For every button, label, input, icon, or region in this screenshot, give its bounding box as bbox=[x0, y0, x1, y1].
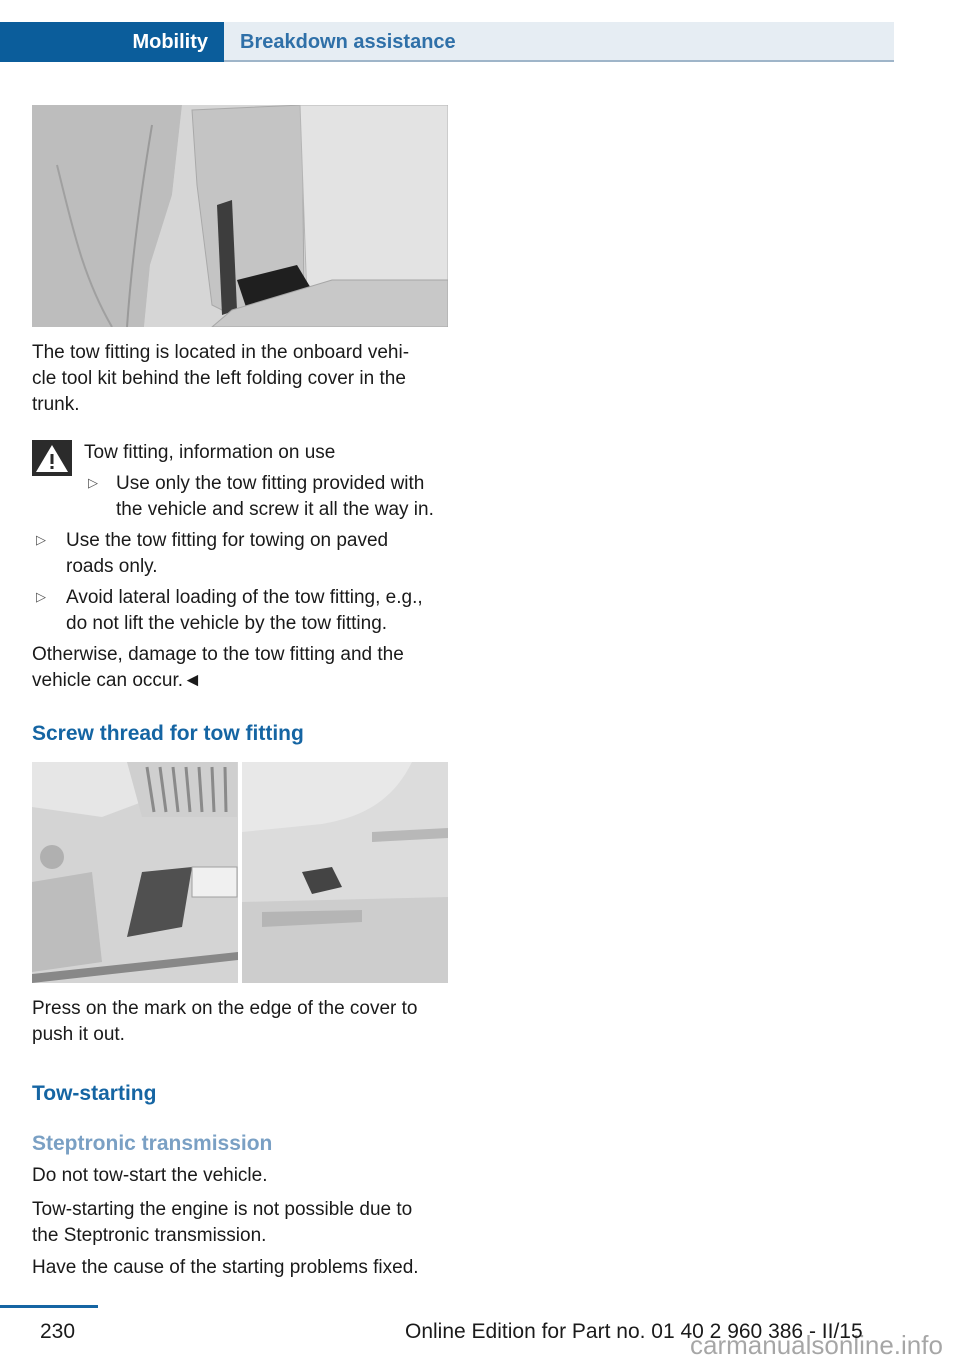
section-label: Mobility bbox=[132, 30, 208, 53]
heading-screw-thread: Screw thread for tow fitting bbox=[32, 722, 304, 745]
watermark: carmanualsonline.info bbox=[690, 1330, 943, 1360]
subsection-tab bbox=[224, 22, 894, 62]
subsection-label: Breakdown assistance bbox=[240, 30, 456, 53]
press-line2: push it out. bbox=[32, 1024, 125, 1045]
section-tab bbox=[0, 22, 224, 62]
paragraph-tool-kit-line2: cle tool kit behind the left folding cover in the bbox=[32, 368, 406, 389]
triangle-bullet-icon: ▷ bbox=[88, 475, 98, 490]
page-number: 230 bbox=[40, 1320, 76, 1343]
triangle-bullet-icon: ▷ bbox=[36, 589, 46, 604]
footer-rule bbox=[0, 1305, 98, 1308]
header-rule bbox=[224, 60, 894, 62]
steptronic-para2-line1: Tow-starting the engine is not possible due to bbox=[32, 1199, 413, 1220]
bullet-3-line2: do not lift the vehicle by the tow fitting. bbox=[66, 613, 388, 634]
trunk-tool-kit-illustration bbox=[32, 105, 448, 327]
bullet-2-line2: roads only. bbox=[66, 556, 158, 577]
heading-tow-starting: Tow-starting bbox=[32, 1082, 157, 1105]
steptronic-para2-line2: the Steptronic transmission. bbox=[32, 1225, 267, 1246]
bullet-1-line1: Use only the tow fitting provided with bbox=[116, 473, 425, 494]
bumper-cover-illustration bbox=[32, 762, 448, 983]
warning-triangle-icon bbox=[32, 440, 72, 476]
otherwise-line2: vehicle can occur.◄ bbox=[32, 670, 202, 691]
warning-title: Tow fitting, information on use bbox=[84, 442, 336, 463]
press-line1: Press on the mark on the edge of the cover to bbox=[32, 998, 418, 1019]
triangle-bullet-icon: ▷ bbox=[36, 532, 46, 547]
bullet-3-line1: Avoid lateral loading of the tow fitting, e.g., bbox=[66, 587, 423, 608]
paragraph-tool-kit-line1: The tow fitting is located in the onboard vehi‐ bbox=[32, 342, 410, 363]
paragraph-tool-kit-line3: trunk. bbox=[32, 394, 80, 415]
steptronic-para3: Have the cause of the starting problems fixed. bbox=[32, 1257, 419, 1278]
edition-note: Online Edition for Part no. 01 40 2 960 386 - II/15 bbox=[405, 1320, 863, 1343]
steptronic-para1: Do not tow-start the vehicle. bbox=[32, 1165, 268, 1186]
otherwise-line1: Otherwise, damage to the tow fitting and the bbox=[32, 644, 404, 665]
bullet-2-line1: Use the tow fitting for towing on paved bbox=[66, 530, 389, 551]
subheading-steptronic: Steptronic transmission bbox=[32, 1132, 273, 1155]
bullet-1-line2: the vehicle and screw it all the way in. bbox=[116, 499, 434, 520]
